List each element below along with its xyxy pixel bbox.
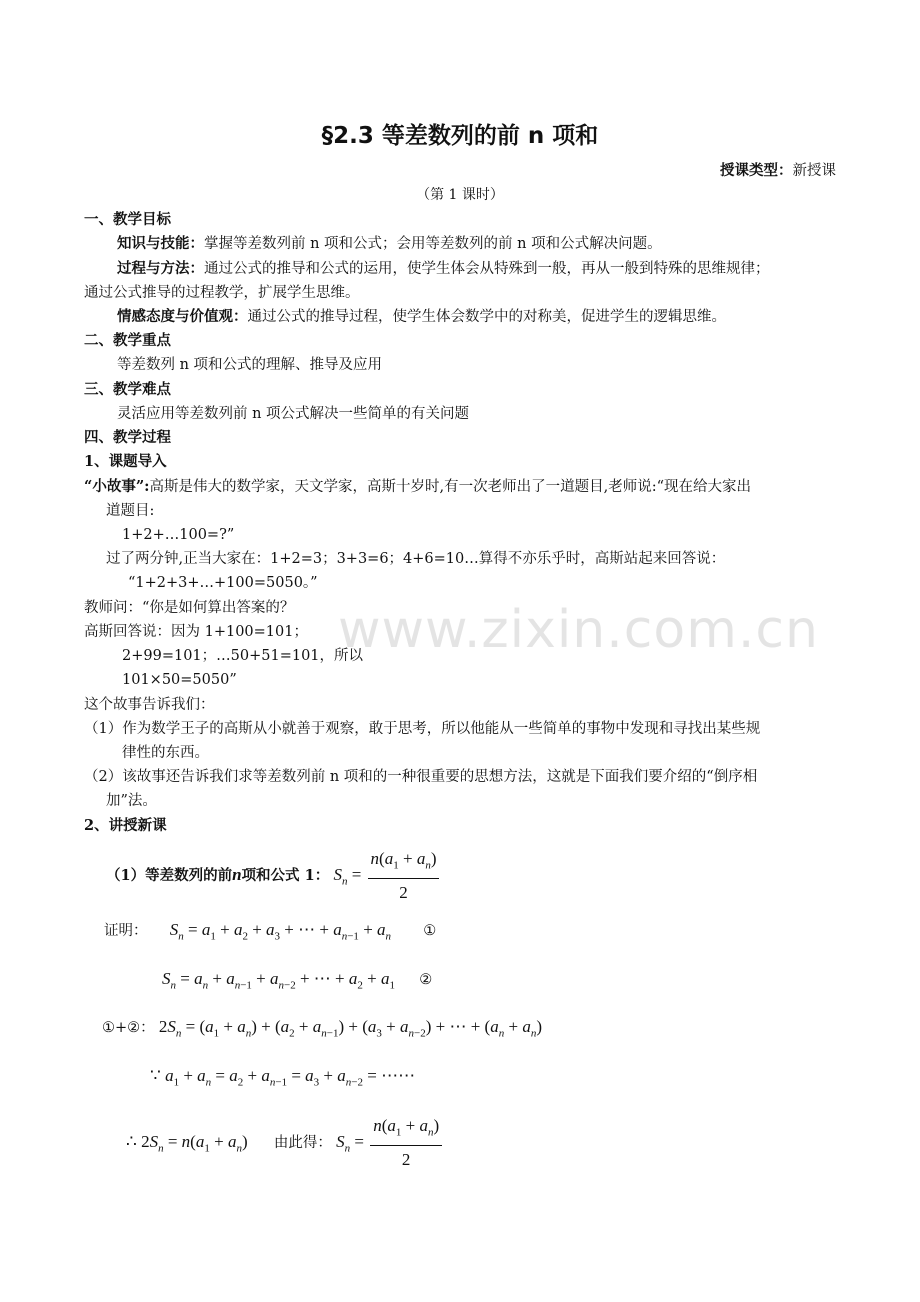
story-line-4: 过了两分钟,正当大家在：1+2=3；3+3=6；4+6=10…算得不亦乐乎时，高斯站起来回答说： xyxy=(106,551,726,567)
proof-label: 证明： xyxy=(104,923,148,939)
story-line-7: 高斯回答说：因为 1+100=101； xyxy=(84,624,308,640)
story-label: “小故事”: xyxy=(84,478,150,495)
story-text-a: 高斯是伟大的数学家，天文学家，高斯十岁时,有一次老师出了一道题目,老师说:“现在给大家出 xyxy=(149,479,752,495)
goal-emotion-text: 通过公式的推导过程，使学生体会数学中的对称美，促进学生的逻辑思维。 xyxy=(247,309,726,325)
goals-heading: 一、教学目标 xyxy=(84,211,171,228)
point-1-line-b: 律性的东西。 xyxy=(122,745,209,761)
formula-1-label-n: n xyxy=(232,865,242,885)
point-1-line-a: （1）作为数学王子的高斯从小就善于观察，敢于思考，所以他能从一些简单的事物中发现和寻找出某些规 xyxy=(84,721,761,737)
proof-line-1: 证明： $S_n = a_1 + a_2 + a_3$ + ⋯ + $a_{n-1} + a_n$ ① xyxy=(104,920,437,943)
new-lesson-heading: 2、讲授新课 xyxy=(84,817,167,834)
circle-two: ② xyxy=(419,972,433,988)
goal-emotion-label: 情感态度与价值观： xyxy=(117,308,248,325)
story-line-6: 教师问：“你是如何算出答案的？ xyxy=(84,600,295,616)
circle-one: ① xyxy=(423,923,437,939)
process-heading: 四、教学过程 xyxy=(84,429,171,446)
formula-1: （1）等差数列的前n项和公式 1： $S_n$ = $\frac{n(a_1 + a_n)}{2}$ xyxy=(106,847,441,905)
goal-process xyxy=(117,258,770,280)
story-line-9: 101×50=5050” xyxy=(122,672,237,688)
story-line-3: 1+2+…100=?” xyxy=(122,527,235,543)
watermark: www.zixin.com.cn xyxy=(338,600,819,660)
story-line-5: “1+2+3+…+100=5050。” xyxy=(128,575,318,591)
goal-process-text-a: 通过公式的推导和公式的运用，使学生体会从特殊到一般，再从一般到特殊的思维规律； xyxy=(204,261,770,277)
point-2-line-b: 加”法。 xyxy=(106,793,157,809)
intro-heading: 1、课题导入 xyxy=(84,453,167,470)
formula-1-label-a: （1）等差数列的前 xyxy=(106,867,233,885)
formula-1-label-b: 项和公式 1： xyxy=(241,867,330,885)
goal-knowledge-text: 掌握等差数列前 n 项和公式；会用等差数列的前 n 项和公式解决问题。 xyxy=(204,236,662,252)
difficulty-heading: 三、教学难点 xyxy=(84,381,171,398)
proof-because-line: ∵ $a_1 + a_n = a_2 + a_{n-1} = a_3 + a_{n-2}$ = ⋯⋯ xyxy=(150,1066,416,1089)
proof-therefore-line: ∴ $2S_n = n(a_1 + a_n)$ 由此得： $S_n$ = $\frac{n(a_1 + a_n)}{2}$ xyxy=(126,1114,444,1172)
course-type xyxy=(720,160,836,182)
lesson-number: （第 1 课时） xyxy=(416,187,504,203)
point-2-line-a: （2）该故事还告诉我们求等差数列前 n 项和的一种很重要的思想方法，这就是下面我们要介绍的“倒序相 xyxy=(84,769,758,785)
key-heading: 二、教学重点 xyxy=(84,332,171,349)
therefore-text: 由此得： xyxy=(273,1135,332,1152)
page-title: §2.3 等差数列的前 n 项和 xyxy=(321,123,599,149)
goal-knowledge-label: 知识与技能： xyxy=(117,235,204,252)
story-line-2: 道题目: xyxy=(106,503,155,519)
course-type-value: 新授课 xyxy=(792,163,836,179)
story-line-8: 2+99=101；…50+51=101，所以 xyxy=(122,648,364,664)
course-type-label: 授课类型： xyxy=(720,162,793,179)
goal-knowledge xyxy=(117,233,662,255)
goal-process-label: 过程与方法： xyxy=(117,260,204,277)
proof-line-2: $S_n = a_n + a_{n-1} + a_{n-2}$ + ⋯ + $a_2 + a_1$ ② xyxy=(162,969,433,992)
proof-sum-line: ①+②： $2S_n = (a_1 + a_n) + (a_2 + a_{n-1}) + (a_3 + a_{n-2})$ + ⋯ + $(a_n + a_n)$ xyxy=(102,1017,542,1040)
goal-emotion xyxy=(117,306,726,328)
sum-label: ①+②： xyxy=(102,1020,155,1036)
key-text: 等差数列 n 项和公式的理解、推导及应用 xyxy=(117,357,383,373)
story-line-1 xyxy=(84,476,751,498)
story-line-10: 这个故事告诉我们： xyxy=(84,697,215,713)
goal-process-text-b: 通过公式推导的过程教学，扩展学生思维。 xyxy=(84,285,360,301)
difficulty-text: 灵活应用等差数列前 n 项公式解决一些简单的有关问题 xyxy=(117,406,470,422)
